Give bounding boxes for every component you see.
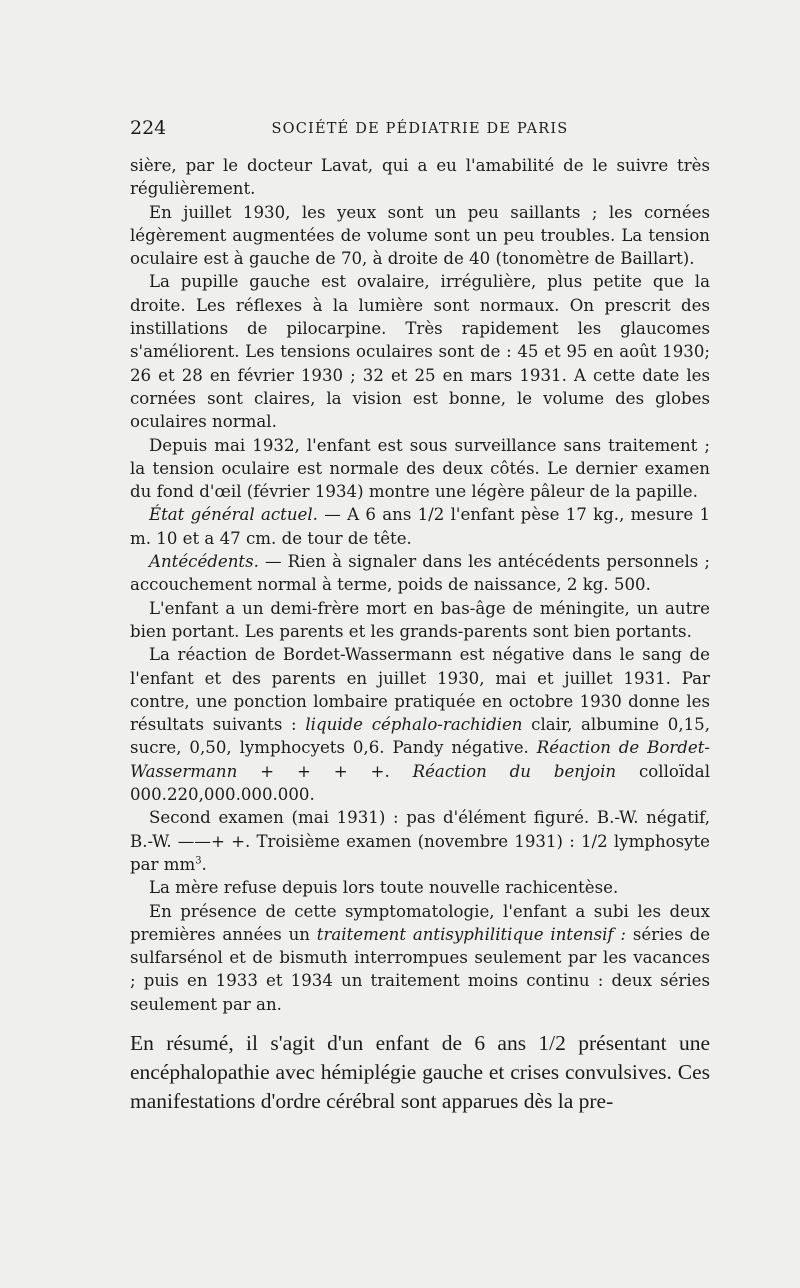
paragraph-8 — [130, 643, 710, 806]
summary-paragraph: En résumé, il s'agit d'un enfant de 6 ans 1/2 présentant une encéphalopathie avec hémiplégie gauche et crises convulsives. Ces manifestations d'ordre cérébral sont apparues dès la pre- — [130, 1031, 710, 1113]
paragraph-6-text: — Rien à signaler dans les antécédents personnels ; accouchement normal à terme, poids de naissance, 2 kg. 500. — [130, 552, 710, 595]
paragraph-9-part-b: . — [201, 854, 207, 874]
paragraph-3: La pupille gauche est ovalaire, irrégulière, plus petite que la droite. Les réflexes à la lumière sont normaux. On prescrit des instillations de pilocarpine. Très rapidement les glaucomes s'améliorent. Les tensions oculaires sont de : 45 et 95 en août 1930; 26 et 28 en février 1930 ; 32 et 25 en mars 1931. A cette date les cornées sont claires, la vision est bonne, le volume des globes oculaires normal. — [130, 272, 710, 432]
paragraph-9-superscript: 3 — [195, 855, 202, 867]
body-text — [130, 154, 710, 1016]
paragraph-8-italic-lcr: liquide céphalo-rachidien — [305, 715, 523, 735]
paragraph-4: Depuis mai 1932, l'enfant est sous surveillance sans traitement ; la tension oculaire est normale des deux côtés. Le dernier examen du fond d'œil (février 1934) montre une légère pâleur de la papille. — [130, 435, 710, 502]
paragraph-8-part-e: + + + +. — [237, 761, 413, 781]
paragraph-11-italic-traitement: traitement antisyphilitique intensif : — [316, 924, 626, 944]
paragraph-6 — [130, 550, 710, 597]
section-label-antecedents: Antécédents. — [149, 552, 259, 572]
paragraph-7: L'enfant a un demi-frère mort en bas-âge de méningite, un autre bien portant. Les parents et les grands-parents sont bien portants. — [130, 598, 710, 641]
paragraph-5-text: — A 6 ans 1/2 l'enfant pèse 17 kg., mesure 1 m. 10 et a 47 cm. de tour de tête. — [130, 505, 710, 548]
paragraph-1: sière, par le docteur Lavat, qui a eu l'amabilité de le suivre très régulièrement. — [130, 156, 710, 199]
paragraph-11 — [130, 900, 710, 1016]
paragraph-10: La mère refuse depuis lors toute nouvelle rachicentèse. — [149, 878, 619, 898]
paragraph-9 — [130, 806, 710, 876]
paragraph-9-part-a: Second examen (mai 1931) : pas d'élément figuré. B.-W. négatif, B.-W. ——+ +. Troisième examen (novembre 1931) : 1/2 lymphosyte par mm — [130, 808, 710, 874]
paragraph-8-italic-bw: Réaction de Bordet-Wassermann — [130, 738, 710, 781]
paragraph-8-part-c: clair, albumine 0,15, sucre, 0,50, lymphocyets 0,6. Pandy négative. — [130, 715, 711, 758]
section-label-etat-general: État général actuel. — [149, 505, 318, 525]
page-number: 224 — [130, 117, 167, 139]
paragraph-11-part-c: séries de sulfarsénol et de bismuth interrompues seulement par les vacances ; puis en 1933 et 1934 un traitement moins continu : deux séries seulement par an. — [130, 924, 711, 1014]
paragraph-8-part-a: La réaction de Bordet-Wassermann est négative dans le sang de l'enfant et des parents en juillet 1930, mai et juillet 1931. Par contre, une ponction lombaire pratiquée en octobre 1930 donne les résultats suivants : — [130, 645, 710, 735]
summary-block — [130, 1029, 710, 1116]
paragraph-11-part-a: En présence de cette symptomatologie, l'enfant a subi les deux premières années un — [130, 901, 710, 944]
paragraph-5 — [130, 503, 710, 550]
paragraph-8-part-g: colloïdal 000.220,000.000.000. — [130, 761, 711, 805]
paragraph-2: En juillet 1930, les yeux sont un peu saillants ; les cornées légèrement augmentées de volume sont un peu troubles. La tension oculaire est à gauche de 70, à droite de 40 (tonomètre de Baillart). — [130, 202, 710, 269]
paragraph-8-italic-benjoin: Réaction du benjoin — [412, 761, 617, 781]
page-header — [130, 116, 710, 140]
running-title: SOCIÉTÉ DE PÉDIATRIE DE PARIS — [271, 121, 569, 137]
